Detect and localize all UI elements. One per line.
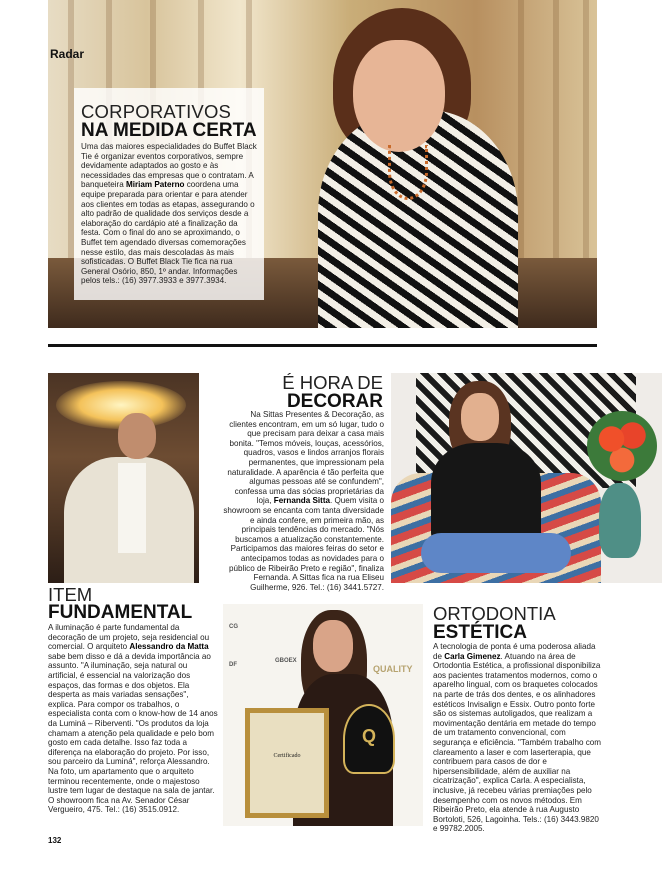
page-number: 132 (48, 836, 62, 845)
photo-alessandro (48, 373, 199, 583)
item-name: Alessandro da Matta (129, 642, 209, 652)
ortodontia-kicker: ORTODONTIA (433, 603, 556, 624)
photo-fernanda (391, 373, 662, 583)
ortodontia-text: A tecnologia de ponta é uma poderosa aliada de Carla Gimenez. Atuando na área de Ortodontia Estética, a profissional disponibiliza aos pacientes tratamentos modernos, como o aparelho lingual, com os braquetes colocados na parte de trás dos dentes, e os alinhadores estéticos Invisalign e Essix. Outro ponto forte são os sistemas autoligados, que realizam a movimentação dentária em metade do tempo de um tratamento convencional, com segurança e eficiência. "Também trabalho com clareamento a laser e com laserterapia, que contribuem para casos de dor e hipersensibilidade, além de auxiliar na cicatrização", explica Carla. A especialista, inclusive, já recebeu várias premiações pelo desempenho com os novos métodos. Em Ribeirão Preto, ela atende à rua Augusto Bortoloti, 526, Lagoinha. Tels.: (16) 3443.9820 e 99782.2005. (433, 642, 601, 834)
decorar-name: Fernanda Sitta (273, 496, 331, 506)
ortodontia-name: Carla Gimenez (444, 651, 501, 661)
section-label: Radar (50, 47, 85, 61)
photo-carla-award (223, 604, 423, 826)
decorar-kicker: É HORA DE (282, 372, 383, 393)
award-trophy: Q (343, 704, 395, 774)
backdrop-logo: CG (229, 624, 238, 630)
item-text: A iluminação é parte fundamental da decoração de um projeto, seja residencial ou comercial. O arquiteto Alessandro da Matta sabe bem disso e dá a devida importância ao assunto. "A iluminação, seja natural ou artificial, é essencial na valorização dos espaços, das formas e dos objetos. Ela desperta as mais variadas sensações", explica. Para compor os trabalhos, o especialista conta com o know-how de 14 anos da Luminá – Riberventi. "Os produtos da loja chamam a atenção pela qualidade e pelo bom gosto em cada detalhe. Isso faz toda a diferença na elaboração do projeto. Por isso, sou parceiro da Luminá", reforça Alessandro. Na foto, um apartamento que o arquiteto terminou recentemente, onde o majestoso lustre tem lugar de destaque na sala de jantar. O showroom fica na Av. Senador César Vergueiro, 475. Tel.: (16) 3515.0912. (48, 623, 218, 815)
backdrop-logo: GBOEX (275, 658, 297, 664)
corporativos-article (74, 88, 264, 300)
corporativos-title: NA MEDIDA CERTA (81, 120, 257, 141)
corporativos-kicker: CORPORATIVOS (81, 101, 232, 122)
decorar-title: DECORAR (286, 391, 383, 412)
item-title: FUNDAMENTAL (48, 602, 193, 623)
backdrop-logo: DF (229, 662, 237, 668)
ortodontia-title: ESTÉTICA (433, 622, 527, 643)
award-plaque: Certificado (245, 708, 329, 818)
backdrop-logo: QUALITY (373, 664, 413, 674)
corporativos-text: Uma das maiores especialidades do Buffet Black Tie é organizar eventos corporativos, sempre devidamente adaptados ao gosto e às necessidades das empresas que o contratam. A banqueteira Miriam Paterno coordena uma equipe preparada para orientar e para atender aos clientes em todas as etapas, assegurando o alto padrão de qualidade dos serviços desde a elaboração do cardápio até a finalização da festa. Com o final do ano se aproximando, o Buffet tem agendado diversas comemorações nesse estilo, das mais descoladas às mais sofisticadas. O Buffet Black Tie fica na rua General Osório, 850, 1º andar. Informações pelos tels.: (16) 3977.3933 e 3977.3934. (81, 142, 257, 286)
decorar-text: Na Sittas Presentes & Decoração, as clientes encontram, em um só lugar, tudo o que precisam para deixar a casa mais bonita. "Temos móveis, louças, acessórios, quadros, vasos e lindos arranjos florais permanentes, que impressionam pela naturalidade. A aparência é tão perfeita que algumas pessoas até se confundem", confessa uma das sócias proprietárias da loja, Fernanda Sitta. Quem visita o showroom se encanta com tanta diversidade e ainda confere, em primeira mão, as principais tendências do mercado. "Nós buscamos a atualização constantemente. Participamos das maiores feiras do setor e antecipamos todas as novidades para o público de Ribeirão Preto e região", finaliza Fernanda. A Sittas fica na rua Eliseu Guilherme, 926. Tel.: (16) 3441.5727. (223, 410, 384, 592)
corporativos-name: Miriam Paterno (126, 180, 185, 190)
item-kicker: ITEM (48, 584, 93, 605)
section-divider (48, 344, 597, 347)
